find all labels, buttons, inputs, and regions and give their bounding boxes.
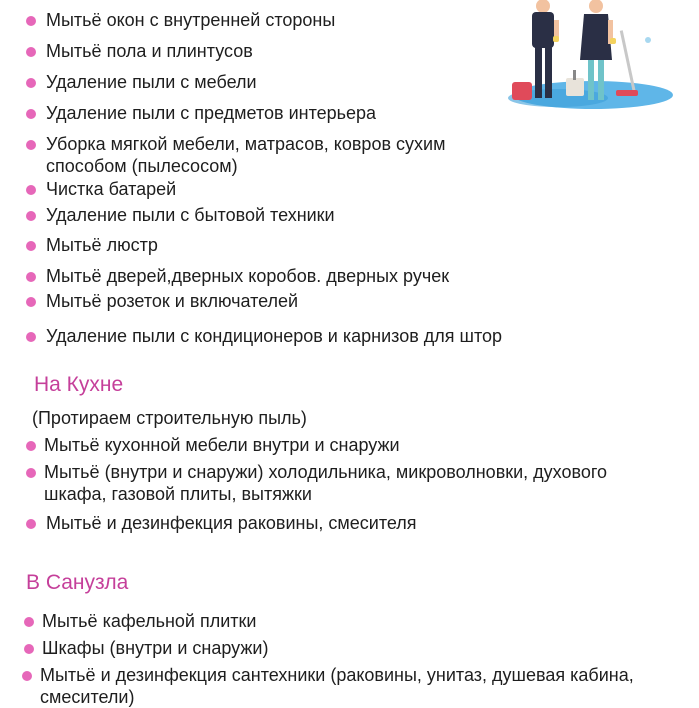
bullet-icon [26,109,36,119]
list-item: Мытьё пола и плинтусов [46,41,253,61]
bullet-icon [24,644,34,654]
list-item: Мытьё кухонной мебели внутри и снаружи [44,435,400,455]
bullet-icon [22,671,32,681]
section-heading-bathroom: В Санузла [26,571,129,594]
bullet-icon [26,140,36,150]
list-item: Мытьё дверей,дверных коробов. дверных ручек [46,266,450,286]
bullet-icon [26,441,36,451]
bullet-icon [26,332,36,342]
list-item: Чистка батарей [46,179,177,199]
bullet-icon [26,16,36,26]
bullet-icon [26,297,36,307]
section-note: (Протираем строительную пыль) [32,408,307,428]
cut-off-item [46,0,51,8]
list-item: Удаление пыли с мебели [46,72,257,92]
bullet-icon [26,468,36,478]
bullet-icon [24,617,34,627]
list-item: Мытьё кафельной плитки [42,611,257,631]
list-item: Мытьё (внутри и снаружи) холодильника, микроволновки, духового [44,462,608,482]
list-item: Удаление пыли с бытовой техники [46,205,335,225]
bullet-icon [26,185,36,195]
list-item: Уборка мягкой мебели, матрасов, ковров сухим [46,134,446,154]
list-item: Мытьё и дезинфекция раковины, смесителя [46,513,417,533]
list-item: Мытьё люстр [46,235,158,255]
list-item: Удаление пыли с предметов интерьера [46,103,377,123]
bullet-icon [26,78,36,88]
list-item-continuation: шкафа, газовой плиты, вытяжки [44,484,312,504]
bullet-icon [26,272,36,282]
bullet-icon [26,519,36,529]
list-item: Удаление пыли с кондиционеров и карнизов для штор [46,326,503,346]
bullet-icon [26,211,36,221]
list-item: Мытьё окон с внутренней стороны [46,10,336,30]
list-item: Шкафы (внутри и снаружи) [42,638,269,658]
list-item: Мытьё и дезинфекция сантехники (раковины, унитаз, душевая кабина, [40,665,634,685]
list-item-continuation: способом (пылесосом) [46,156,238,176]
cleaners-illustration-icon [498,0,678,120]
bullet-icon [26,47,36,57]
list-item-continuation: смесители) [40,687,135,707]
list-item: Мытьё розеток и включателей [46,291,299,311]
bullet-icon [26,241,36,251]
section-heading-kitchen: На Кухне [34,373,124,396]
